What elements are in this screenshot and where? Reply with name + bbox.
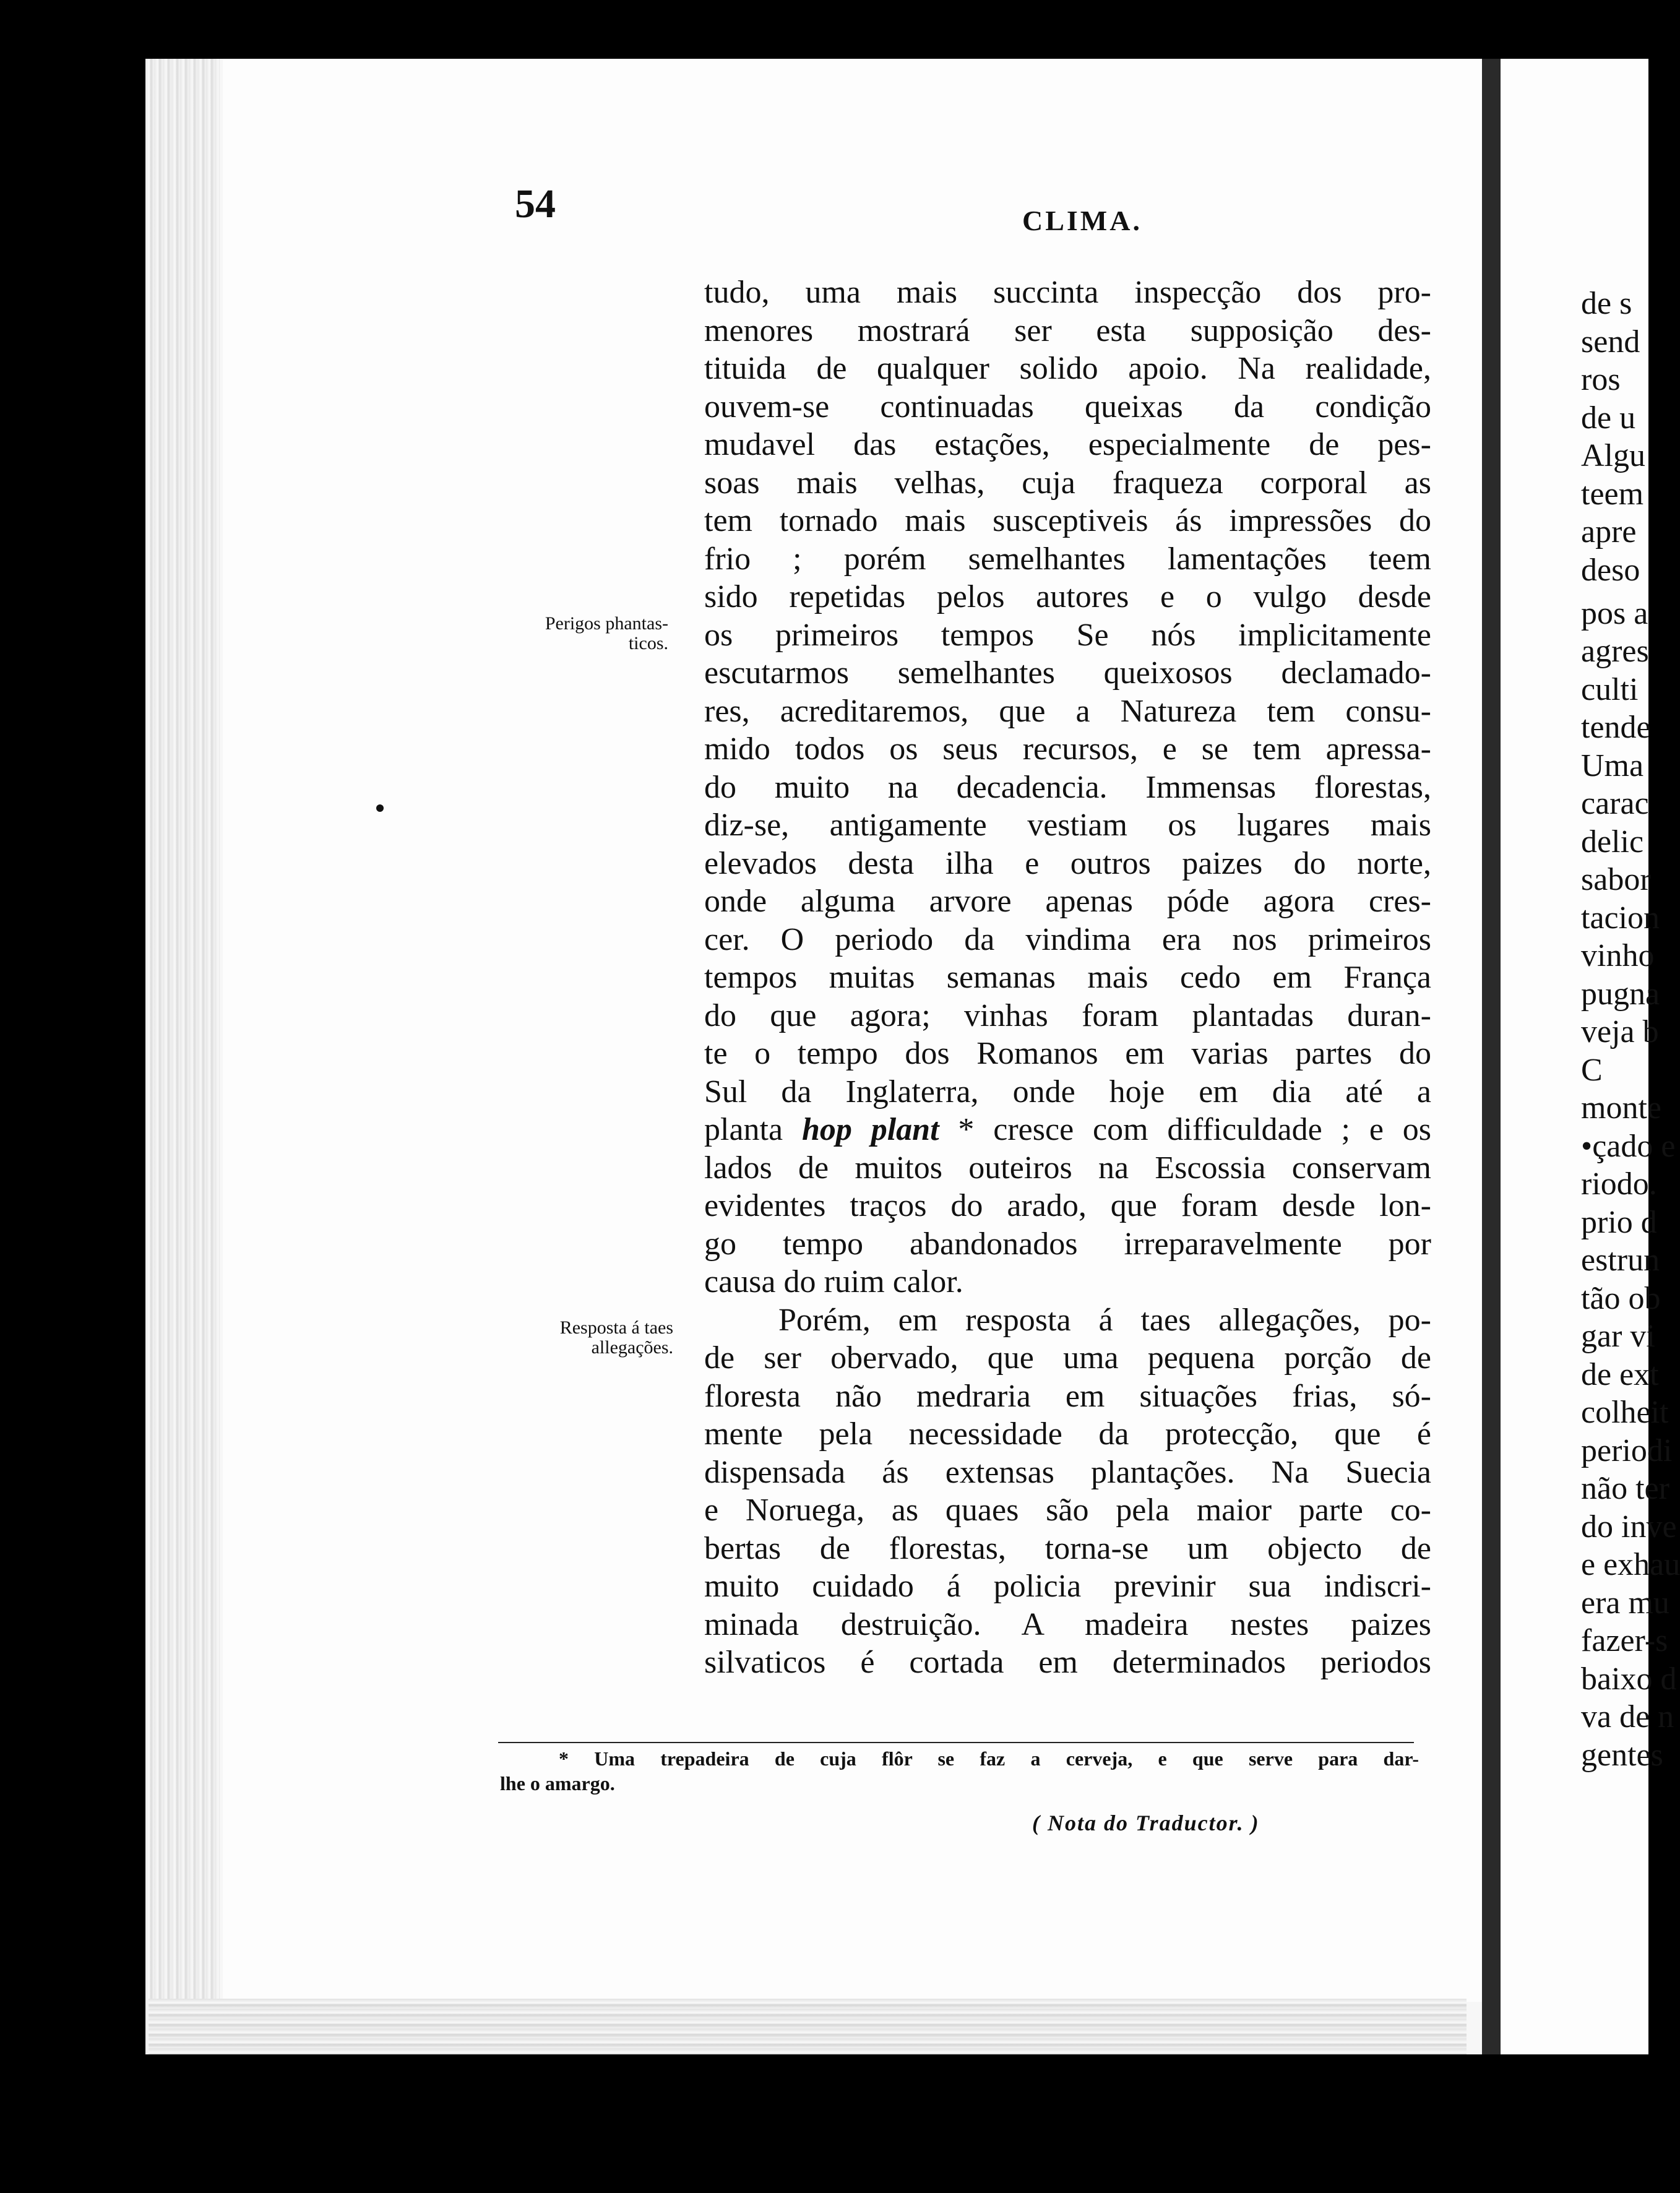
right-text-line: C bbox=[1581, 1052, 1603, 1088]
body-text bbox=[704, 274, 1431, 1682]
text-fragment: * cresce com difficuldade ; e os bbox=[958, 1112, 1432, 1147]
right-text-line: não ter bbox=[1581, 1471, 1669, 1506]
footnote-line: lhe o amargo. bbox=[500, 1772, 615, 1794]
text-line: mudavel das estações, especialmente de pes- bbox=[704, 427, 1431, 462]
text-line: cer. O periodo da vindima era nos primeiros bbox=[704, 921, 1431, 957]
text-line: os primeiros tempos Se nós implicitamente bbox=[704, 617, 1431, 653]
ink-dot bbox=[376, 804, 384, 812]
right-text-line: era mu bbox=[1581, 1585, 1669, 1621]
right-text-line: Algu bbox=[1581, 438, 1645, 473]
right-text-line: de ext bbox=[1581, 1356, 1659, 1392]
right-text-line: gentes bbox=[1581, 1737, 1663, 1773]
text-line: dispensada ás extensas plantações. Na Suecia bbox=[704, 1454, 1431, 1490]
text-line: de ser obervado, que uma pequena porção de bbox=[704, 1340, 1431, 1376]
text-line: go tempo abandonados irreparavelmente por bbox=[704, 1226, 1431, 1262]
text-line: do que agora; vinhas foram plantadas duran- bbox=[704, 997, 1431, 1033]
page-edges bbox=[145, 59, 220, 2054]
right-text-line: sabor bbox=[1581, 862, 1651, 897]
text-line: tudo, uma mais succinta inspecção dos pro- bbox=[704, 275, 1431, 310]
text-line: sido repetidas pelos autores e o vulgo desde bbox=[704, 579, 1431, 614]
footnote bbox=[500, 1746, 1419, 1796]
text-line: evidentes traços do arado, que foram desde lon- bbox=[704, 1188, 1431, 1223]
right-text-line: pos a bbox=[1581, 595, 1648, 631]
footnote-line: * Uma trepadeira de cuja flôr se faz a cerveja, e que serve para dar- bbox=[559, 1747, 1419, 1770]
right-text-line: culti bbox=[1581, 671, 1639, 707]
right-text-line: periodi bbox=[1581, 1433, 1673, 1468]
text-line: tem tornado mais susceptiveis ás impressões do bbox=[704, 503, 1431, 538]
right-text-line: tende bbox=[1581, 710, 1651, 745]
right-text-line: pugna bbox=[1581, 976, 1660, 1012]
margin-note-line: ticos. bbox=[628, 633, 668, 653]
right-text-line: monte bbox=[1581, 1090, 1661, 1126]
text-line: ouvem-se continuadas queixas da condição bbox=[704, 389, 1431, 424]
right-text-line: carac bbox=[1581, 786, 1649, 821]
right-text-line: teem bbox=[1581, 476, 1644, 512]
right-text-line: agres bbox=[1581, 634, 1649, 669]
footnote-rule bbox=[498, 1742, 1414, 1743]
text-line: silvaticos é cortada em determinados periodos bbox=[704, 1645, 1431, 1680]
right-text-line: tão ob bbox=[1581, 1280, 1661, 1316]
text-line: soas mais velhas, cuja fraqueza corporal as bbox=[704, 465, 1431, 501]
right-text-line: send bbox=[1581, 324, 1640, 360]
right-text-line: fazer-s bbox=[1581, 1623, 1668, 1658]
right-text-line: Uma bbox=[1581, 748, 1644, 783]
text-line: Porém, em resposta á taes allegações, po- bbox=[778, 1302, 1431, 1338]
text-line: minada destruição. A madeira nestes paizes bbox=[704, 1606, 1431, 1642]
right-text-line: veja b bbox=[1581, 1014, 1659, 1049]
right-text-line: baixo d bbox=[1581, 1661, 1677, 1697]
text-line: bertas de florestas, torna-se um objecto de bbox=[704, 1530, 1431, 1566]
right-page-text bbox=[1581, 285, 1680, 1774]
right-text-line: •çado e bbox=[1581, 1128, 1676, 1164]
text-line: onde alguma arvore apenas póde agora cres- bbox=[704, 884, 1431, 919]
right-text-line: ros bbox=[1581, 362, 1621, 397]
text-line: causa do ruim calor. bbox=[704, 1264, 963, 1299]
text-line: diz-se, antigamente vestiam os lugares mais bbox=[704, 808, 1431, 843]
right-text-line: de u bbox=[1581, 400, 1636, 436]
translator-note: ( Nota do Traductor. ) bbox=[1032, 1811, 1260, 1835]
text-line-hop-plant bbox=[704, 1111, 1431, 1149]
margin-note-resposta bbox=[500, 1318, 673, 1358]
text-line: muito cuidado á policia previnir sua indiscri- bbox=[704, 1569, 1431, 1604]
margin-note-line: allegações. bbox=[591, 1337, 673, 1358]
text-line: elevados desta ilha e outros paizes do norte, bbox=[704, 845, 1431, 881]
italic-term: hop plant bbox=[801, 1112, 939, 1147]
right-text-line: do inve bbox=[1581, 1509, 1677, 1545]
right-text-line: deso bbox=[1581, 552, 1640, 588]
text-line: res, acreditaremos, que a Natureza tem consu- bbox=[704, 693, 1431, 729]
text-line: floresta não medraria em situações frias, só- bbox=[704, 1378, 1431, 1414]
right-text-line: de s bbox=[1581, 286, 1632, 321]
margin-note-line: Resposta á taes bbox=[559, 1317, 673, 1338]
right-text-line: e exhau bbox=[1581, 1547, 1680, 1582]
text-line: mente pela necessidade da protecção, que é bbox=[704, 1416, 1431, 1452]
page-number: 54 bbox=[515, 181, 556, 226]
margin-note-line: Perigos phantas- bbox=[545, 613, 668, 634]
book-spine bbox=[1482, 59, 1501, 2054]
text-line: frio ; porém semelhantes lamentações teem bbox=[704, 541, 1431, 577]
right-text-line: delic bbox=[1581, 824, 1644, 860]
text-line: te o tempo dos Romanos em varias partes do bbox=[704, 1036, 1431, 1071]
right-text-line: gar vi bbox=[1581, 1319, 1655, 1354]
text-line: tempos muitas semanas mais cedo em França bbox=[704, 960, 1431, 995]
text-fragment: planta bbox=[704, 1112, 783, 1147]
right-text-line: va de n bbox=[1581, 1699, 1674, 1734]
text-line: tituida de qualquer solido apoio. Na realidade, bbox=[704, 351, 1431, 386]
right-text-line: riodo. bbox=[1581, 1166, 1657, 1202]
right-text-line: colheit bbox=[1581, 1395, 1669, 1430]
text-line: mido todos os seus recursos, e se tem apressa- bbox=[704, 731, 1431, 767]
text-line: Sul da Inglaterra, onde hoje em dia até a bbox=[704, 1074, 1431, 1109]
text-line: do muito na decadencia. Immensas florestas, bbox=[704, 769, 1431, 805]
right-text-line: estrun bbox=[1581, 1243, 1660, 1278]
running-head: CLIMA. bbox=[1022, 205, 1142, 236]
text-line: menores mostrará ser esta supposição des- bbox=[704, 312, 1431, 348]
text-line: e Noruega, as quaes são pela maior parte co- bbox=[704, 1493, 1431, 1528]
text-line: lados de muitos outeiros na Escossia conservam bbox=[704, 1150, 1431, 1186]
right-text-line: vinho bbox=[1581, 938, 1655, 973]
right-text-line: apre bbox=[1581, 514, 1637, 549]
page-bottom-edges bbox=[149, 1999, 1467, 2054]
right-text-line: prio d bbox=[1581, 1204, 1657, 1240]
right-text-line: tacion bbox=[1581, 900, 1660, 936]
margin-note-perigos bbox=[507, 614, 668, 653]
text-line: escutarmos semelhantes queixosos declamado- bbox=[704, 655, 1431, 691]
